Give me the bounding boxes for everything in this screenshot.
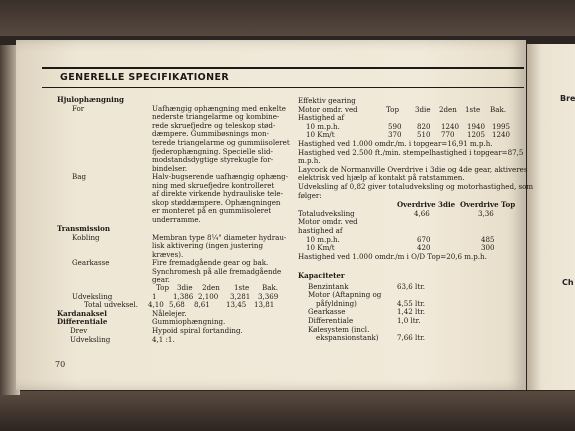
text-line: af direkte virkende hydrauliske tele- [152,189,283,199]
table-cell: 590 [388,121,402,131]
table-cell: 1,386 [173,291,194,301]
note-line: Hastighed ved 1.000 omdr./m. i topgear=16,91 m.p.h. [298,139,493,148]
capacity-value: 1,0 ltr. [397,316,421,325]
capacity-value: 1,42 ltr. [397,307,426,317]
table-cell: 8,61 [194,300,210,310]
capacity-value: 7,66 ltr. [397,333,426,343]
table-header: 1ste [234,283,250,292]
text-line: lisk aktivering (ingen justering [152,241,264,251]
note-line: følger: [298,190,322,200]
label-gearkasse: Gearkasse [72,258,110,267]
value-drev: Hypoid spiral fortanding. [152,326,243,335]
row-label: 10 m.p.h. [306,234,340,244]
text-line: nederste triangelarme og kombine- [152,112,280,122]
table-cell: 3,281 [230,291,251,301]
capacity-label: Differentiale [308,316,354,325]
label-bag: Bag [72,172,86,181]
table-cell: 5,68 [169,300,185,310]
note-line: Laycock de Normanville Overdrive i 3die og 4de gear, aktiveres [298,164,528,174]
text-line: gear. [152,275,170,285]
label-for: For [72,103,85,113]
text-line: Synchromesh på alle fremadgående [152,266,282,276]
table-cell: 1240 [441,121,460,131]
table-cell: 3,36 [478,208,494,218]
text-line: ning med skruefjedre kontrolleret [152,180,275,190]
text-line: modstandsdygtige styrekugle for- [152,155,274,165]
table-header: Overdrive Top [460,200,516,210]
text-line: underramme. [152,215,201,224]
text-line: terede triangelarme og gummiisoleret [152,138,290,147]
table-header: 3die [415,104,431,114]
note-line: Hastighed ved 1.000 omdr./m i O/D Top=20,6 m.p.h. [298,251,487,261]
row-label: 10 Km/t [306,243,335,253]
table-header: 2den [439,104,457,114]
text-line: er monteret på en gummiisoleret [152,206,272,216]
text-line: Uafhængig ophængning med enkelte [152,103,286,113]
background-bottom [0,391,575,431]
label-drev: Drev [70,326,88,335]
label-totaludveksling: Totaludveksling [298,208,355,218]
note-line: elektrisk ved hjælp af kontakt på ratstammen. [298,173,465,183]
table-cell: 1 [152,291,157,301]
value-kardanaksel: Nålelejer. [152,308,187,318]
table-cell: 1205 [467,130,486,140]
page-title: GENERELLE SPECIFIKATIONER [60,72,230,83]
value-udveksling-2: 4,1 :1. [152,334,175,344]
table-header: Bak. [490,104,506,114]
table-header: 2den [202,283,220,292]
table-cell: 485 [481,234,495,244]
table-cell: 670 [417,234,431,244]
background-top [0,0,575,36]
label-differentiale: Differentiale [57,317,108,327]
table-cell: 13,45 [226,300,247,310]
capacity-label: ekspansionstank) [316,333,379,343]
table-cell: 300 [481,243,495,253]
table-cell: 1995 [492,121,511,131]
table-cell: 2,100 [198,291,219,301]
table-cell: 370 [388,130,402,140]
capacity-value: 63,6 ltr. [397,281,426,291]
label-total: Total udveksel. [84,300,139,310]
label-hastighed-2: hastighed af [298,226,343,235]
label-udveksling-2: Udveksling [70,334,111,344]
label-motor-2: Motor omdr. ved [298,217,358,227]
note-line: Hastighed ved 2.500 ft./min. stempelhastighed i topgear=87,5 [298,147,524,157]
facing-page-fragment: Ch [562,278,574,287]
capacity-value: 4,55 ltr. [397,298,426,308]
capacity-label: Gearkasse [308,307,346,317]
table-header: Bak. [262,283,278,292]
table-cell: 4,66 [414,208,430,218]
row-label: 10 m.p.h. [306,121,340,131]
text-line: Membran type 8¼" diameter hydrau- [152,232,287,242]
text-line: kræves). [152,249,184,259]
table-header: Top [386,104,399,114]
capacity-label: Motor (Aftapning og [308,290,382,300]
table-cell: 420 [417,243,431,253]
label-kardanaksel: Kardanaksel [57,308,107,318]
table-cell: 510 [417,130,431,140]
label-hastighed: Hastighed af [298,113,345,123]
text-line: dæmpere. Gummibøsnings mon- [152,129,269,139]
table-header: Overdrive 3die [397,200,456,210]
page-number: 70 [55,360,66,369]
table-cell: 820 [417,121,431,131]
label-motor: Motor omdr. ved [298,104,358,114]
title-rule [42,87,524,88]
row-label: 10 Km/t [306,130,335,140]
table-cell: 13,81 [254,300,275,310]
heading-hjulophaengning: Hjulophængning [57,95,124,104]
table-header: Top [156,283,169,292]
table-header: 1ste [465,104,481,114]
facing-page [527,44,575,390]
text-line: fjederophængning. Specielle slid- [152,146,273,156]
text-line: rede skruefjedre og teleskop stød- [152,120,276,130]
table-cell: 1240 [492,130,511,140]
label-udveksling: Udveksling [72,291,113,301]
table-cell: 3,369 [258,291,279,301]
heading-kapaciteter: Kapaciteter [298,271,345,280]
header-rule [42,67,524,69]
text-line: skop støddæmpere. Ophængningen [152,197,281,207]
text-line: Fire fremadgående gear og bak. [152,258,269,267]
label-kobling: Kobling [72,232,100,242]
table-cell: 1940 [467,121,486,131]
capacity-label: Kølesystem (incl. [308,324,370,334]
note-line: Udveksling af 0,82 giver totaludveksling og motorhastighed, som [298,182,534,191]
capacity-label: påfyldning) [316,298,357,308]
note-line: m.p.h. [298,156,321,166]
text-line: bindelser. [152,163,188,173]
value-differentiale: Gummiophængning. [152,317,226,327]
table-header: 3die [177,283,193,292]
heading-gearing: Effektiv gearing [298,96,356,105]
table-cell: 770 [441,130,455,140]
heading-transmission: Transmission [57,224,111,233]
table-cell: 4,10 [148,300,164,310]
capacity-label: Benzintank [308,281,349,291]
facing-page-fragment: Bre [560,94,575,103]
text-line: Halv-bugserende uafhængig ophæng- [152,172,289,181]
